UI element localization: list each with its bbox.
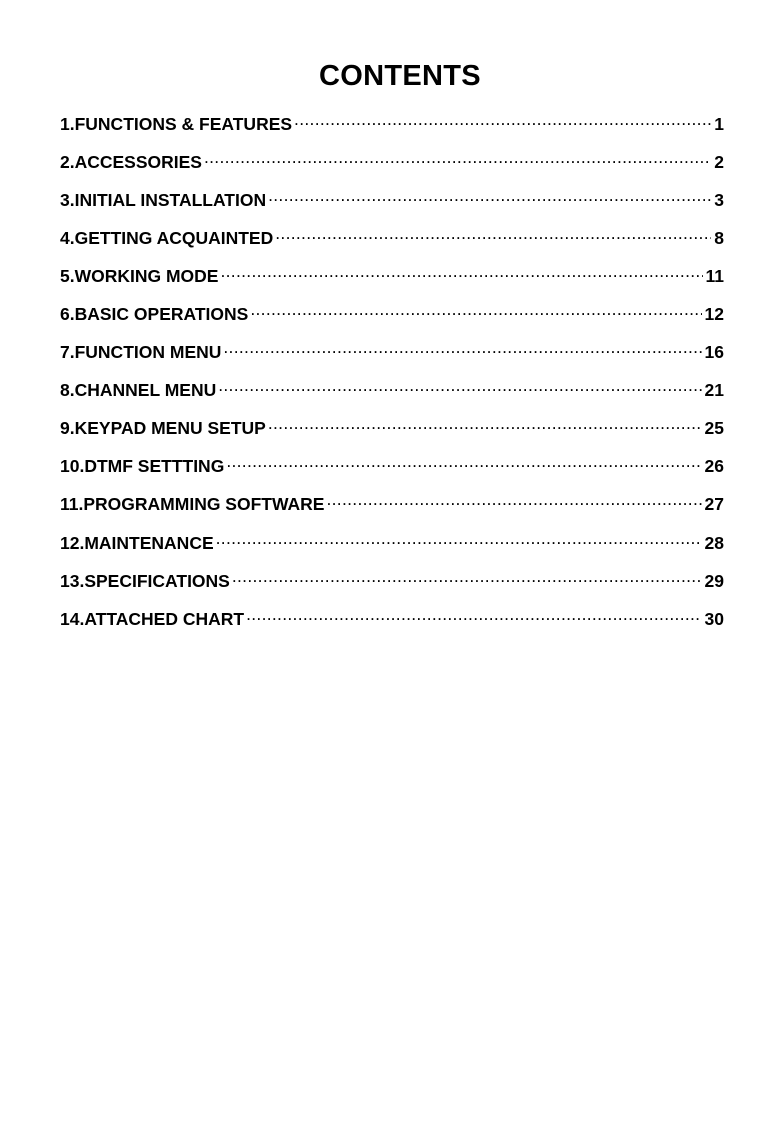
- toc-entry: [60, 455, 724, 493]
- toc-entry: [60, 341, 724, 379]
- toc-entry: [60, 188, 724, 226]
- toc-entry: [60, 112, 724, 150]
- toc-entry-label: 12.MAINTENANCE: [60, 532, 214, 553]
- dot-leader: [246, 607, 701, 625]
- toc-entry-label: 10.DTMF SETTTING: [60, 456, 225, 477]
- toc-entry: [60, 417, 724, 455]
- toc-entry-page: 2: [714, 151, 724, 172]
- toc-entry: [60, 531, 724, 569]
- toc-entry: [60, 264, 724, 302]
- toc-entry-label: 11.PROGRAMMING SOFTWARE: [60, 494, 325, 515]
- dot-leader: [268, 188, 711, 206]
- dot-leader: [326, 493, 701, 511]
- table-of-contents: [60, 112, 724, 645]
- toc-entry-page: 25: [704, 418, 724, 439]
- toc-entry: [60, 302, 724, 340]
- toc-entry-page: 27: [704, 494, 724, 515]
- toc-entry-label: 1.FUNCTIONS & FEATURES: [60, 113, 293, 134]
- toc-entry: [60, 226, 724, 264]
- toc-entry-label: 14.ATTACHED CHART: [60, 608, 245, 629]
- toc-entry-page: 1: [714, 113, 724, 134]
- toc-entry-page: 8: [714, 227, 724, 248]
- toc-entry-label: 4.GETTING ACQUAINTED: [60, 227, 274, 248]
- toc-entry-label: 3.INITIAL INSTALLATION: [60, 189, 267, 210]
- toc-entry: [60, 493, 724, 531]
- toc-entry-page: 30: [704, 608, 724, 629]
- toc-entry-label: 8.CHANNEL MENU: [60, 380, 217, 401]
- dot-leader: [226, 455, 701, 473]
- toc-entry-page: 16: [704, 342, 724, 363]
- toc-entry: [60, 379, 724, 417]
- dot-leader: [204, 150, 711, 168]
- toc-entry-label: 9.KEYPAD MENU SETUP: [60, 418, 266, 439]
- toc-entry-label: 2.ACCESSORIES: [60, 151, 202, 172]
- dot-leader: [250, 302, 701, 320]
- toc-entry-label: 5.WORKING MODE: [60, 265, 219, 286]
- dot-leader: [223, 341, 701, 359]
- toc-entry: [60, 569, 724, 607]
- toc-entry-page: 29: [704, 570, 724, 591]
- page-title: CONTENTS: [319, 60, 481, 92]
- toc-entry-label: 7.FUNCTION MENU: [60, 342, 222, 363]
- toc-entry-page: 21: [704, 380, 724, 401]
- toc-entry-page: 26: [704, 456, 724, 477]
- dot-leader: [232, 569, 702, 587]
- toc-entry-page: 12: [704, 303, 724, 324]
- toc-entry-page: 28: [704, 532, 724, 553]
- toc-entry-page: 11: [705, 265, 724, 286]
- toc-entry-label: 6.BASIC OPERATIONS: [60, 303, 249, 324]
- dot-leader: [220, 264, 702, 282]
- dot-leader: [294, 112, 711, 130]
- dot-leader: [218, 379, 701, 397]
- dot-leader: [216, 531, 702, 549]
- toc-entry: [60, 607, 724, 645]
- toc-entry-label: 13.SPECIFICATIONS: [60, 570, 230, 591]
- toc-entry-page: 3: [714, 189, 724, 210]
- dot-leader: [268, 417, 702, 435]
- toc-entry: [60, 150, 724, 188]
- dot-leader: [275, 226, 711, 244]
